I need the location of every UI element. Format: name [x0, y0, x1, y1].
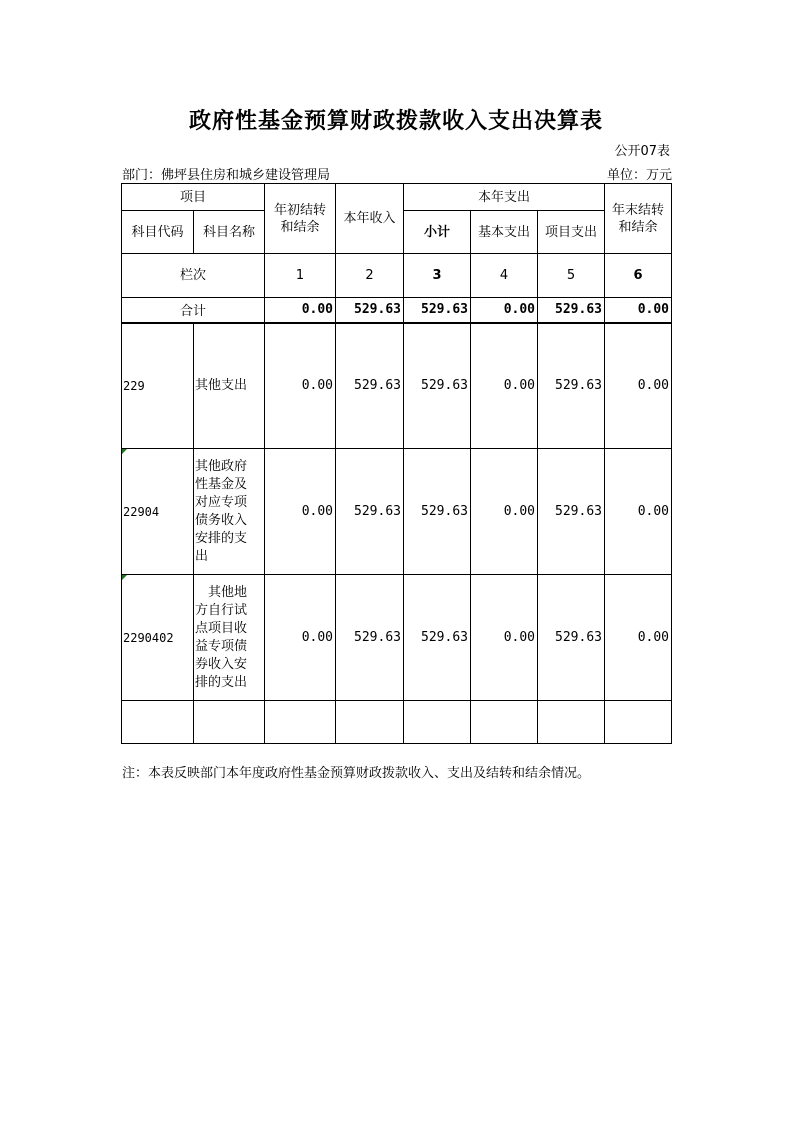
header-begin-balance: 年初结转和结余 — [265, 184, 336, 254]
header-item: 项目 — [122, 184, 265, 211]
row-value: 529.63 — [404, 449, 471, 575]
header-name: 科目名称 — [194, 211, 265, 254]
row-value: 529.63 — [404, 323, 471, 449]
row-value: 0.00 — [605, 323, 672, 449]
table-row — [122, 575, 672, 701]
total-value: 0.00 — [605, 298, 672, 323]
header-code: 科目代码 — [122, 211, 194, 254]
footnote: 注：本表反映部门本年度政府性基金预算财政拨款收入、支出及结转和结余情况。 — [122, 766, 591, 781]
cell-marker-icon — [122, 575, 127, 580]
row-value: 0.00 — [471, 323, 538, 449]
header-basic: 基本支出 — [471, 211, 538, 254]
row-value: 529.63 — [336, 575, 404, 701]
cell-marker-icon — [122, 449, 127, 454]
row-name: 其他地方自行试点项目收益专项债券收入安排的支出 — [194, 575, 265, 701]
header-income: 本年收入 — [336, 184, 404, 254]
total-value: 529.63 — [538, 298, 605, 323]
column-number: 5 — [538, 254, 605, 298]
row-value: 529.63 — [404, 575, 471, 701]
empty-cell — [538, 701, 605, 744]
page-title: 政府性基金预算财政拨款收入支出决算表 — [188, 109, 603, 134]
row-name: 其他支出 — [194, 323, 265, 449]
row-code: 2290402 — [122, 575, 194, 701]
empty-cell — [471, 701, 538, 744]
table-row — [122, 449, 672, 575]
total-value: 529.63 — [404, 298, 471, 323]
empty-cell — [336, 701, 404, 744]
header-end-balance: 年末结转和结余 — [605, 184, 672, 254]
row-name: 其他政府性基金及对应专项债务收入安排的支出 — [194, 449, 265, 575]
row-value: 529.63 — [538, 323, 605, 449]
column-number: 1 — [265, 254, 336, 298]
row-value: 0.00 — [265, 323, 336, 449]
header-subtotal: 小计 — [404, 211, 471, 254]
empty-cell — [404, 701, 471, 744]
row-value: 529.63 — [336, 323, 404, 449]
column-number: 6 — [605, 254, 672, 298]
empty-cell — [605, 701, 672, 744]
fund-budget-table — [121, 183, 672, 744]
total-value: 0.00 — [471, 298, 538, 323]
row-code: 22904 — [122, 449, 194, 575]
total-label: 合计 — [122, 298, 265, 323]
row-value: 0.00 — [471, 575, 538, 701]
row-code: 229 — [122, 323, 194, 449]
unit-label: 单位：万元 — [606, 168, 672, 183]
total-value: 529.63 — [336, 298, 404, 323]
row-value: 0.00 — [605, 449, 672, 575]
form-code: 公开07表 — [614, 144, 670, 159]
column-number: 4 — [471, 254, 538, 298]
row-value: 529.63 — [538, 575, 605, 701]
empty-cell — [122, 701, 194, 744]
table-row — [122, 323, 672, 449]
department-label: 部门：佛坪县住房和城乡建设管理局 — [122, 168, 331, 183]
column-number-label: 栏次 — [122, 254, 265, 298]
row-value: 529.63 — [336, 449, 404, 575]
row-value: 0.00 — [265, 575, 336, 701]
row-value: 0.00 — [471, 449, 538, 575]
empty-row — [122, 701, 672, 744]
header-project: 项目支出 — [538, 211, 605, 254]
empty-cell — [265, 701, 336, 744]
row-value: 0.00 — [265, 449, 336, 575]
total-value: 0.00 — [265, 298, 336, 323]
column-number: 2 — [336, 254, 404, 298]
row-value: 529.63 — [538, 449, 605, 575]
row-value: 0.00 — [605, 575, 672, 701]
column-number: 3 — [404, 254, 471, 298]
empty-cell — [194, 701, 265, 744]
header-expense: 本年支出 — [404, 184, 605, 211]
